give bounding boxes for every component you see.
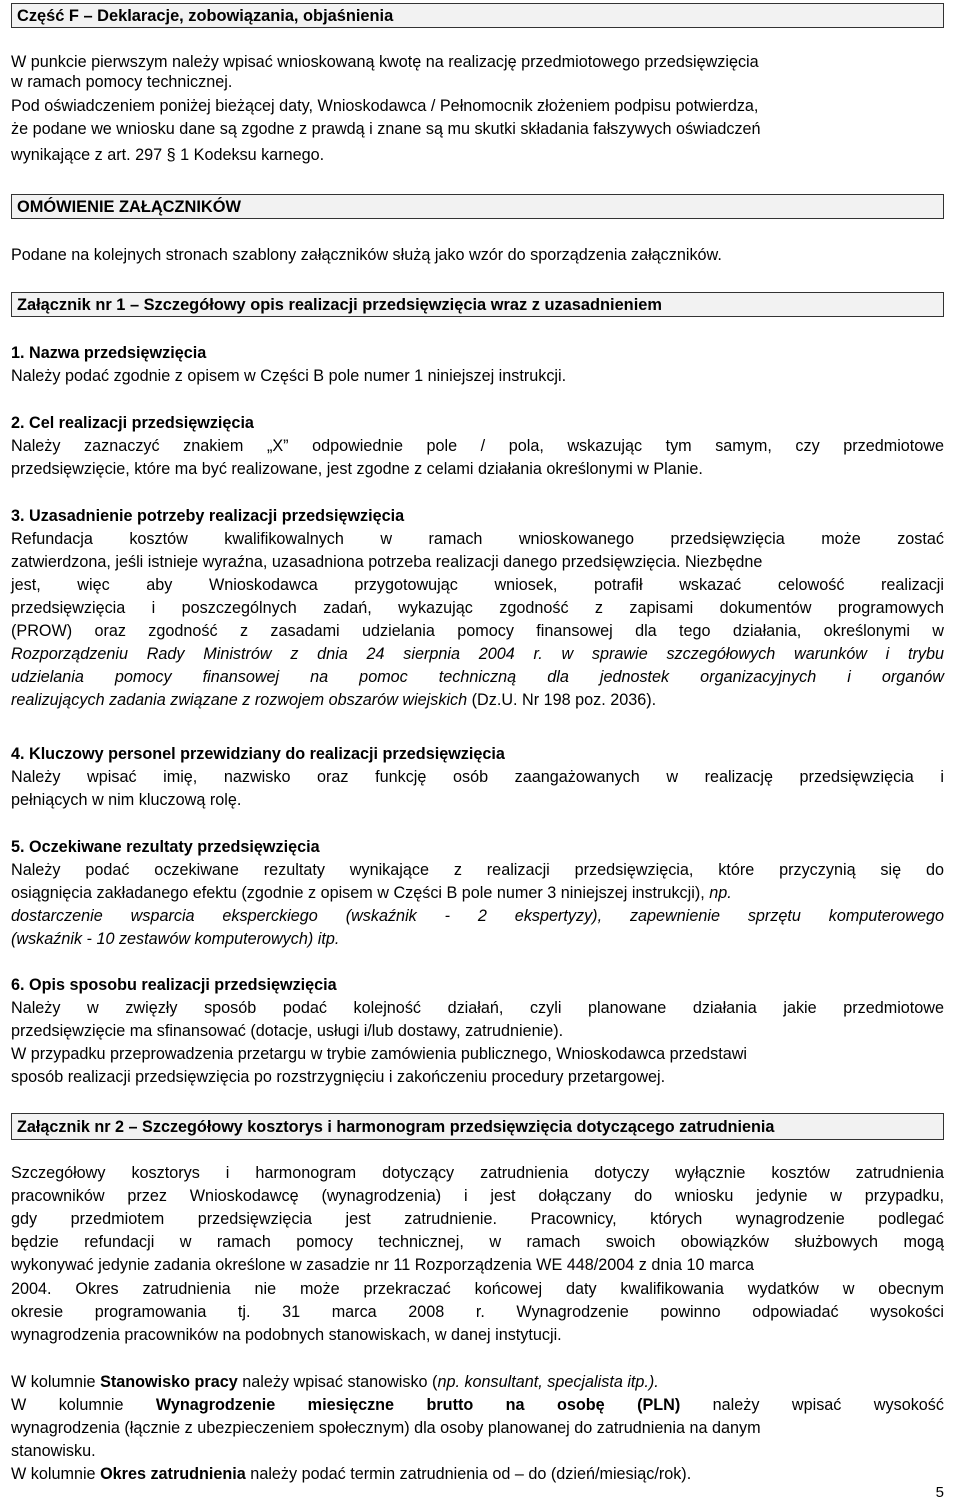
paragraph-line: zatwierdzona, jeśli istnieje wyraźna, uzasadniona potrzeba realizacji danego przedsięwzięcia. Niezbędne [11,553,763,571]
paragraph-line: 2004. Okres zatrudnienia nie może przekraczać końcowej daty kwalifikowania wydatków w obecnym [11,1280,944,1298]
paragraph-line-italic: dostarczenie wsparcia eksperckiego (wskaźnik - 2 ekspertyzy), zapewnienie sprzętu komputerowego [11,907,944,925]
subsection-title: 5. Oczekiwane rezultaty przedsięwzięcia [11,838,320,856]
subsection-title: 2. Cel realizacji przedsięwzięcia [11,414,254,432]
paragraph-line-italic: udzielania pomocy finansowej na pomoc techniczną dla jednostek organizacyjnych i organów [11,668,944,686]
section-header-zalacznik-1: Załącznik nr 1 – Szczegółowy opis realizacji przedsięwzięcia wraz z uzasadnieniem [11,292,944,317]
section-header-part-f: Część F – Deklaracje, zobowiązania, objaśnienia [11,3,944,28]
paragraph-line: wynagrodzenia pracowników na podobnych stanowiskach, w danej instytucji. [11,1326,562,1344]
paragraph-line: że podane we wniosku dane są zgodne z prawdą i znane są mu skutki składania fałszywych oświadczeń [11,120,761,138]
paragraph-line: W kolumnie Okres zatrudnienia należy podać termin zatrudnienia od – do (dzień/miesiąc/rok). [11,1465,692,1483]
paragraph-line: wykonywać jedynie zadania określone w zasadzie nr 11 Rozporządzenia WE 448/2004 z dnia 10 marca [11,1256,754,1274]
paragraph-line: Należy w zwięzły sposób podać kolejność działań, czyli planowane działania jakie przedmiotowe [11,999,944,1017]
subsection-title: 4. Kluczowy personel przewidziany do realizacji przedsięwzięcia [11,745,505,763]
paragraph-line: pracowników przez Wnioskodawcę (wynagrodzenia) i jest dołączany do wniosku jedynie w przypadku, [11,1187,944,1205]
paragraph-line: Pod oświadczeniem poniżej bieżącej daty, Wnioskodawca / Pełnomocnik złożeniem podpisu potwierdza, [11,97,759,115]
paragraph-line: W kolumnie Wynagrodzenie miesięczne brutto na osobę (PLN) należy wpisać wysokość [11,1396,944,1414]
subsection-title: 1. Nazwa przedsięwzięcia [11,344,207,362]
paragraph-line: będzie refundacji w ramach pomocy technicznej, w ramach swoich obowiązków służbowych mogą [11,1233,944,1251]
paragraph-line: W kolumnie Stanowisko pracy należy wpisać stanowisko (np. konsultant, specjalista itp.). [11,1373,659,1391]
paragraph-line: Należy podać zgodnie z opisem w Części B pole numer 1 niniejszej instrukcji. [11,367,567,385]
subsection-title: 3. Uzasadnienie potrzeby realizacji przedsięwzięcia [11,507,405,525]
paragraph-line: W punkcie pierwszym należy wpisać wnioskowaną kwotę na realizację przedmiotowego przedsięwzięcia [11,53,759,71]
paragraph-line: przedsięwzięcie ma sfinansować (dotacje, usługi i/lub dostawy, zatrudnienie). [11,1022,564,1040]
paragraph-line: Należy wpisać imię, nazwisko oraz funkcję osób zaangażowanych w realizację przedsięwzięcia i [11,768,944,786]
page-number: 5 [935,1484,944,1501]
paragraph-line: Refundacja kosztów kwalifikowalnych w ramach wnioskowanego przedsięwzięcia może zostać [11,530,944,548]
paragraph-line: Podane na kolejnych stronach szablony załączników służą jako wzór do sporządzenia załączników. [11,246,722,264]
paragraph-line: wynagrodzenia (łącznie z ubezpieczeniem społecznym) dla osoby planowanej do zatrudnienia na danym [11,1419,761,1437]
paragraph-line: Należy podać oczekiwane rezultaty wynikające z realizacji przedsięwzięcia, które przyczynią się do [11,861,944,879]
paragraph-line: sposób realizacji przedsięwzięcia po rozstrzygnięciu i zakończeniu procedury przetargowej. [11,1068,666,1086]
paragraph-line: osiągnięcia zakładanego efektu (zgodnie z opisem w Części B pole numer 3 niniejszej instrukcji), np. [11,884,732,902]
paragraph-line: przedsięwzięcie, które ma być realizowane, jest zgodne z celami działania określonymi w Planie. [11,460,703,478]
paragraph-line: gdy przedmiotem przedsięwzięcia jest zatrudnienie. Pracownicy, których wynagrodzenie podlegać [11,1210,944,1228]
paragraph-line: w ramach pomocy technicznej. [11,73,233,91]
paragraph-line: przedsięwzięcia i poszczególnych zadań, wykazując zgodność z zapisami dokumentów programowych [11,599,944,617]
subsection-title: 6. Opis sposobu realizacji przedsięwzięcia [11,976,337,994]
paragraph-line-italic: Rozporządzeniu Rady Ministrów z dnia 24 sierpnia 2004 r. w sprawie szczegółowych warunków i trybu [11,645,944,663]
paragraph-line: pełniących w nim kluczową rolę. [11,791,242,809]
paragraph-line: jest, więc aby Wnioskodawca przygotowując wniosek, potrafił wskazać celowość realizacji [11,576,944,594]
paragraph-line: okresie programowania tj. 31 marca 2008 r. Wynagrodzenie powinno odpowiadać wysokości [11,1303,944,1321]
section-header-omowienie: OMÓWIENIE ZAŁĄCZNIKÓW [11,194,944,219]
paragraph-line: realizujących zadania związane z rozwojem obszarów wiejskich (Dz.U. Nr 198 poz. 2036). [11,691,657,709]
paragraph-line: stanowisku. [11,1442,96,1460]
paragraph-line-italic: (wskaźnik - 10 zestawów komputerowych) itp. [11,930,340,948]
paragraph-line: (PROW) oraz zgodność z zasadami udzielania pomocy finansowej dla tego działania, określonymi w [11,622,944,640]
paragraph-line: Szczegółowy kosztorys i harmonogram dotyczący zatrudnienia dotyczy wyłącznie kosztów zatrudnienia [11,1164,944,1182]
paragraph-line: W przypadku przeprowadzenia przetargu w trybie zamówienia publicznego, Wnioskodawca przedstawi [11,1045,747,1063]
paragraph-line: wynikające z art. 297 § 1 Kodeksu karnego. [11,146,325,164]
paragraph-line: Należy zaznaczyć znakiem „X” odpowiednie pole / pola, wskazując tym samym, czy przedmiotowe [11,437,944,455]
section-header-zalacznik-2: Załącznik nr 2 – Szczegółowy kosztorys i harmonogram przedsięwzięcia dotyczącego zatrudnienia [11,1113,944,1140]
